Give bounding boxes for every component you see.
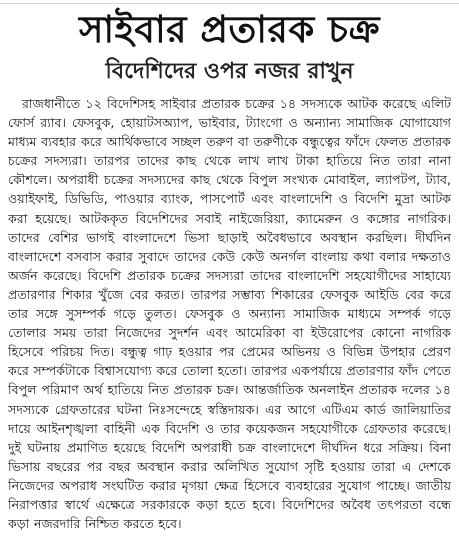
top-border-strip — [0, 0, 459, 4]
headline: সাইবার প্রতারক চক্র — [78, 7, 381, 51]
article-body-container — [8, 94, 451, 540]
subheadline: বিদেশিদের ওপর নজর রাখুন — [105, 58, 354, 84]
article-body-text: রাজধানীতে ১২ বিদেশিসহ সাইবার প্রতারক চক্রের ১৪ সদস্যকে আটক করেছে এলিট ফোর্স র‍্যাব। ফেসবুক, হোয়াটসঅ্যাপ, ভাইবার, ট্যাংগো ও অন্যান্য সামাজিক যোগাযোগ মাধ্যম ব্যবহার করে আর্থিকভাবে সচ্ছল তরুণ বা তরুণীকে বন্ধুত্বের ফাঁদে ফেলত প্রতারক চক্রের সদস্যরা। তারপর তাদের কাছ থেকে লাখ লাখ টাকা হাতিয়ে নিত তারা নানা কৌশলে। অপরাধী চক্রের সদস্যদের কাছ থেকে বিপুল সংখ্যক মোবাইল, ল্যাপটপ, ট্যাব, ওয়াইফাই, ডিভিডি, পাওয়ার ব্যাংক, পাসপোর্ট এবং বাংলাদেশি ও বিদেশি মুদ্রা আটক করা হয়েছে। আটককৃত বিদেশিদের সবাই নাইজেরিয়া, ক্যামেরুন ও কঙ্গোর নাগরিক। তাদের বেশির ভাগই বাংলাদেশে ভিসা ছাড়াই অবৈধভাবে অবস্থান করছিল। দীর্ঘদিন বাংলাদেশে বসবাস করার সুবাদে তাদের কেউ কেউ অনর্গল বাংলায় কথা বলার দক্ষতাও অর্জন করেছে। বিদেশি প্রতারক চক্রের সদস্যরা তাদের বাংলাদেশি সহযোগীদের সাহায্যে প্রতারণার শিকার খুঁজে বের করত। তারপর সম্ভাব্য শিকারের ফেসবুক আইডি বের করে তার সঙ্গে সুসম্পর্ক গড়ে তুলত। ফেসবুক ও অন্যান্য সামাজিক মাধ্যমে সম্পর্ক গড়ে তোলার সময় তারা নিজেদের সুদর্শন এবং আমেরিকা বা ইউরোপের কোনো নাগরিক হিসেবে পরিচয় দিত। বন্ধুত্ব গাঢ় হওয়ার পর প্রেমের অভিনয় ও বিভিন্ন উপহার প্রেরণ করে সম্পর্কটাকে বিশ্বাসযোগ্য করে তোলা হতো। তারপর একপর্যায়ে প্রতারণার ফাঁদ পেতে বিপুল পরিমাণ অর্থ হাতিয়ে নিত প্রতারক চক্র। আন্তর্জাতিক অনলাইন প্রতারক দলের ১৪ সদস্যকে গ্রেফতারের ঘটনা নিঃসন্দেহে স্বস্তিদায়ক। এর আগে এটিএম কার্ড জালিয়াতির দায়ে আইনশৃঙ্খলা বাহিনী এক বিদেশি ও তার কয়েকজন সহযোগীকে গ্রেফতার করেছে। দুই ঘটনায় প্রমাণিত হয়েছে বিদেশি অপরাধী চক্র বাংলাদেশে দীর্ঘদিন ধরে সক্রিয়। বিনা ভিসায় বছরের পর বছর অবস্থান করার অলিখিত সুযোগ সৃষ্টি হওয়ায় তারা এ দেশকে নিজেদের অপরাধ সংঘটিত করার মৃগয়া ক্ষেত্র হিসেবে ব্যবহারের সুযোগ পাচ্ছে। জাতীয় নিরাপত্তার স্বার্থে এক্ষেত্রে সরকারকে কড়া হতে হবে। বিদেশিদের অবৈধ তৎপরতা বন্ধে কড়া নজরদারি নিশ্চিত করতে হবে। — [8, 96, 451, 532]
